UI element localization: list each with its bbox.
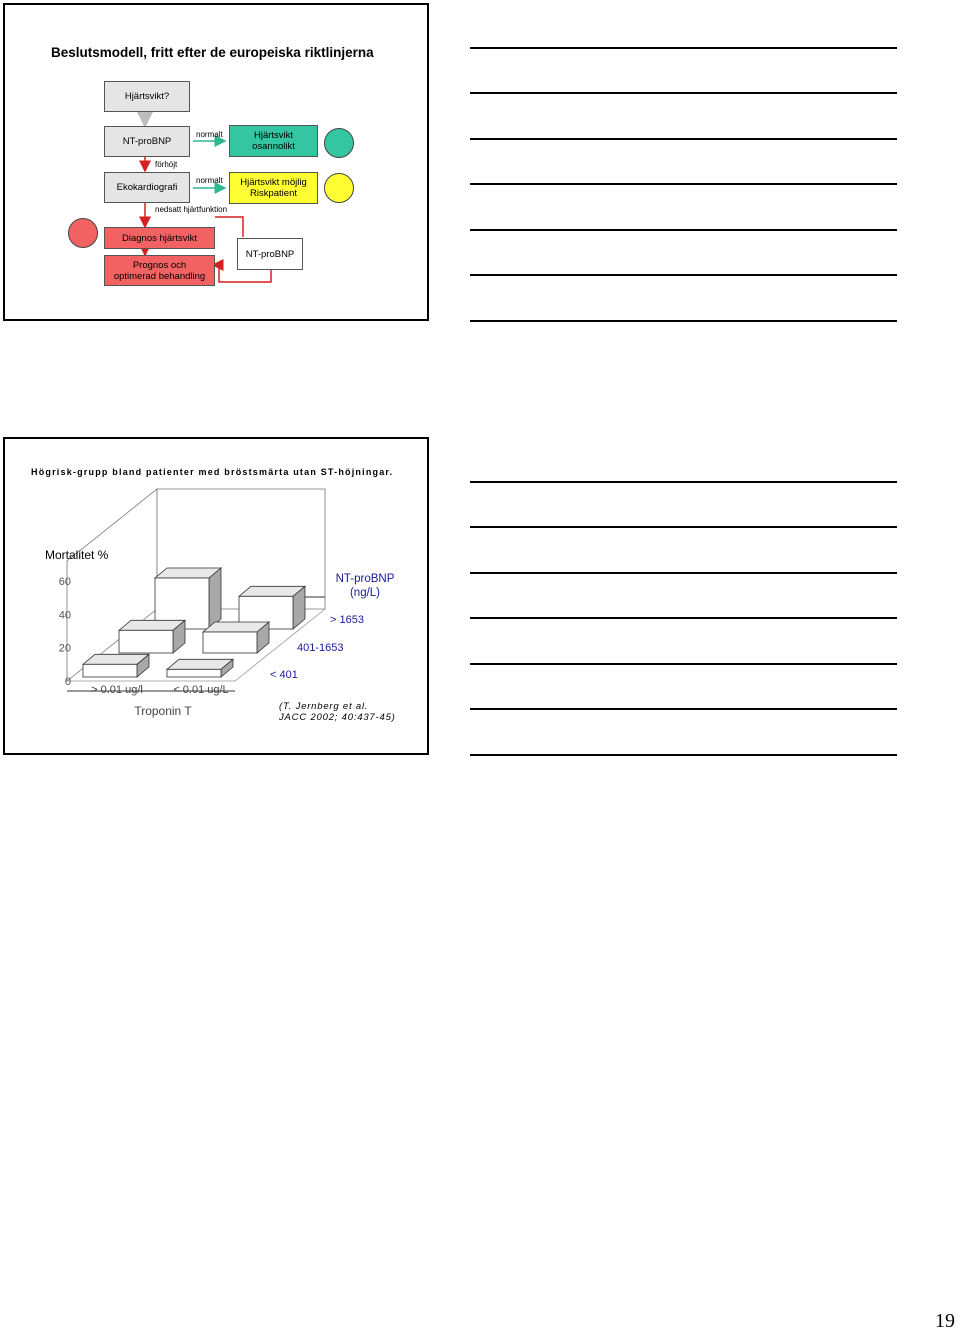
echocardiography-label: Ekokardiografi (116, 182, 178, 193)
depth-category-label: < 401 (270, 669, 298, 681)
citation (279, 701, 396, 723)
citation-line2: JACC 2002; 40:437-45) (279, 712, 396, 723)
notes-line (470, 617, 897, 619)
prognosis-line1: Prognos och (132, 259, 187, 271)
possible-line2: Riskpatient (250, 188, 297, 199)
depth-category-label: 401-1653 (297, 642, 344, 654)
prognosis-line2: optimerad behandling (113, 270, 206, 282)
bar (167, 669, 221, 677)
notes-line (470, 138, 897, 140)
slide-title: Beslutsmodell, fritt efter de europeiska riktlinjerna (51, 45, 374, 60)
heart-failure-possible-box (229, 172, 318, 204)
notes-line (470, 754, 897, 756)
notes-line (470, 229, 897, 231)
normal-label-1: normalt (196, 130, 223, 139)
green-circle (324, 128, 354, 158)
bar (83, 664, 137, 677)
y-tick-label: 0 (64, 676, 71, 688)
bar (203, 632, 257, 653)
notes-line (470, 526, 897, 528)
y-tick-label: 40 (58, 609, 71, 622)
echocardiography-box (104, 172, 190, 203)
bar-side (209, 568, 221, 629)
notes-line (470, 320, 897, 322)
notes-line (470, 572, 897, 574)
depth-category-label: > 1653 (330, 614, 364, 626)
y-axis-label: Mortalitet % (45, 548, 109, 562)
x-category-label: < 0.01 ug/L (173, 684, 229, 696)
page-number: 19 (935, 1310, 955, 1332)
citation-line1: (T. Jernberg et al. (279, 701, 369, 712)
x-category-label: > 0.01 ug/l (91, 684, 143, 696)
diagnosis-box (104, 227, 215, 249)
bar (119, 630, 173, 653)
notes-line (470, 663, 897, 665)
normal-label-2: normalt (196, 176, 223, 185)
reduced-function-label: nedsatt hjärtfunktion (155, 205, 228, 214)
y-tick-label: 60 (58, 576, 71, 588)
elevated-label: förhöjt (155, 160, 178, 169)
prognosis-box (104, 255, 215, 286)
slide-mortality-chart (3, 437, 429, 755)
notes-line (470, 183, 897, 185)
question-heart-failure-box (104, 81, 190, 112)
nt-probnp-label: NT-proBNP (122, 136, 172, 147)
notes-line (470, 274, 897, 276)
depth-axis-title: NT-proBNP (335, 573, 395, 585)
diagnosis-label: Diagnos hjärtsvikt (122, 232, 197, 244)
y-tick-label: 20 (58, 642, 71, 655)
x-axis-title: Troponin T (134, 704, 192, 718)
yellow-circle (324, 173, 354, 203)
nt-probnp-box (104, 126, 190, 157)
flow-connectors (5, 5, 431, 323)
red-circle (68, 218, 98, 248)
notes-line (470, 481, 897, 483)
notes-line (470, 708, 897, 710)
notes-line (470, 92, 897, 94)
possible-line1: Hjärtsvikt möjlig (240, 177, 307, 188)
slide-title: Högrisk-grupp bland patienter med bröstsmärta utan ST-höjningar. (31, 467, 394, 477)
unlikely-line1: Hjärtsvikt (253, 130, 294, 141)
nt-probnp-label-2: NT-proBNP (245, 248, 295, 260)
arrow-to-ntprobnp2 (215, 217, 243, 237)
depth-axis-title-unit: (ng/L) (349, 587, 381, 599)
question-heart-failure-label: Hjärtsvikt? (124, 91, 170, 102)
heart-failure-unlikely-box (229, 125, 318, 157)
unlikely-line2: osannolikt (252, 141, 295, 152)
nt-probnp-box-2 (237, 238, 303, 270)
notes-line (470, 47, 897, 49)
slide-decision-model (3, 3, 429, 321)
